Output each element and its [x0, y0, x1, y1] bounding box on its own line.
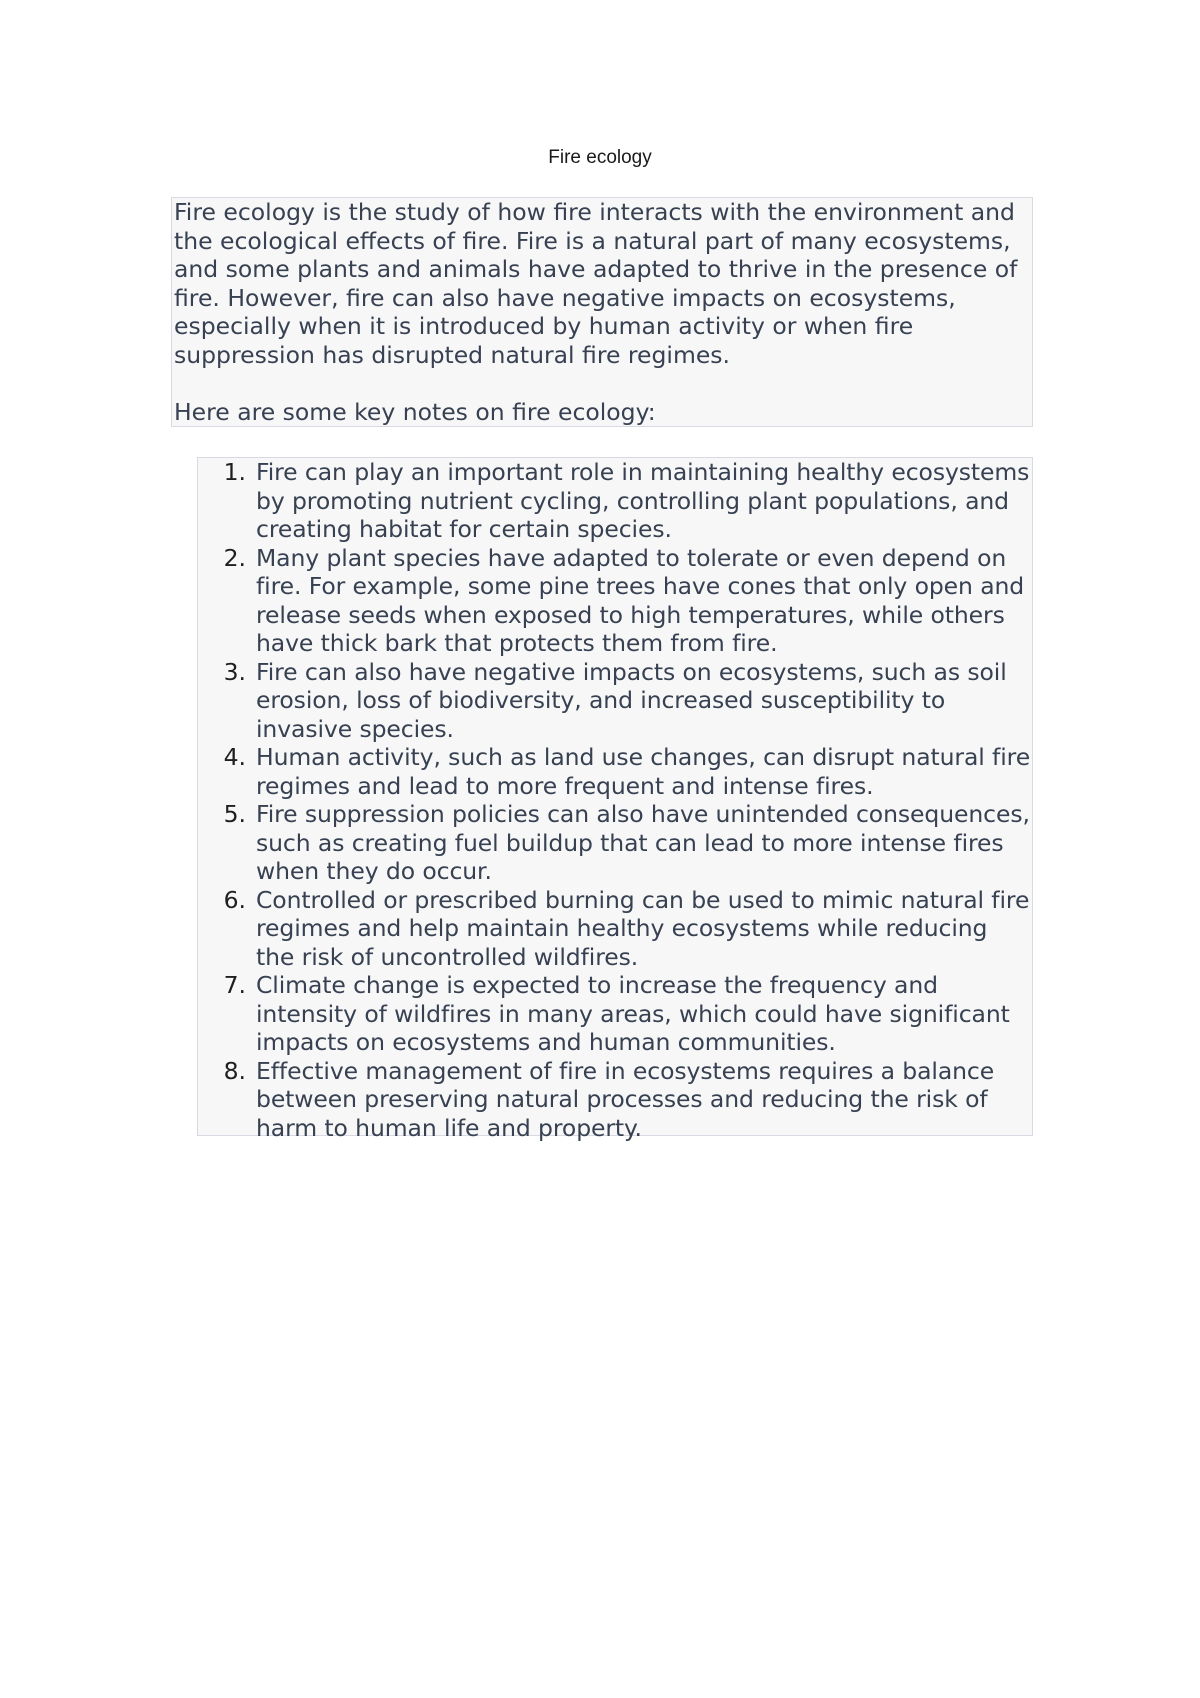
- list-item: [198, 743, 1032, 800]
- key-notes-list: [198, 458, 1032, 1142]
- key-notes-section: [197, 457, 1033, 1142]
- list-item-text: Climate change is expected to increase the frequency and intensity of wildfires in many areas, which could have significant impacts on ecosystems and human communities.: [256, 971, 1010, 1056]
- list-item: [198, 971, 1032, 1057]
- list-item: [198, 458, 1032, 544]
- list-item: [198, 886, 1032, 972]
- list-item-text: Effective management of fire in ecosystems requires a balance between preserving natural processes and reducing the risk of harm to human life and property.: [256, 1056, 995, 1142]
- list-item: [198, 1057, 1032, 1143]
- list-item-number: 5.: [223, 800, 246, 828]
- key-notes-lead-in: Here are some key notes on fire ecology:: [174, 398, 656, 426]
- list-item-number: 2.: [223, 543, 246, 572]
- list-item-text: Many plant species have adapted to tolerate or even depend on fire. For example, some pine trees have cones that only open and release seeds when exposed to high temperatures, while others have thick bark that protects them from fire.: [256, 543, 1025, 657]
- list-item-text: Fire can play an important role in maintaining healthy ecosystems by promoting nutrient cycling, controlling plant populations, and creating habitat for certain species.: [256, 458, 1030, 543]
- list-item-number: 8.: [223, 1056, 246, 1085]
- page-title: Fire ecology: [548, 147, 652, 168]
- list-item-number: 3.: [223, 657, 246, 686]
- list-item-number: 4.: [223, 743, 246, 771]
- list-item-number: 6.: [223, 885, 246, 914]
- list-item-text: Fire can also have negative impacts on ecosystems, such as soil erosion, loss of biodiversity, and increased susceptibility to invasive species.: [256, 657, 1007, 743]
- list-item-text: Human activity, such as land use changes, can disrupt natural fire regimes and lead to more frequent and intense fires.: [256, 743, 1031, 800]
- list-item: [198, 544, 1032, 658]
- list-item: [198, 800, 1032, 886]
- intro-paragraph: Fire ecology is the study of how fire interacts with the environment and the ecological effects of fire. Fire is a natural part of many ecosystems, and some plants and animals have adapted to thrive in the presence of fire. However, fire can also have negative impacts on ecosystems, especially when it is introduced by human activity or when fire suppression has disrupted natural fire regimes.: [174, 198, 1018, 369]
- list-item-number: 1.: [223, 458, 246, 486]
- list-item-number: 7.: [223, 971, 246, 999]
- list-item-text: Controlled or prescribed burning can be used to mimic natural fire regimes and help maintain healthy ecosystems while reducing the risk of uncontrolled wildfires.: [256, 885, 1030, 971]
- intro-section: [171, 197, 1033, 427]
- list-item-text: Fire suppression policies can also have unintended consequences, such as creating fuel buildup that can lead to more intense fires when they do occur.: [256, 800, 1030, 885]
- list-item: [198, 658, 1032, 744]
